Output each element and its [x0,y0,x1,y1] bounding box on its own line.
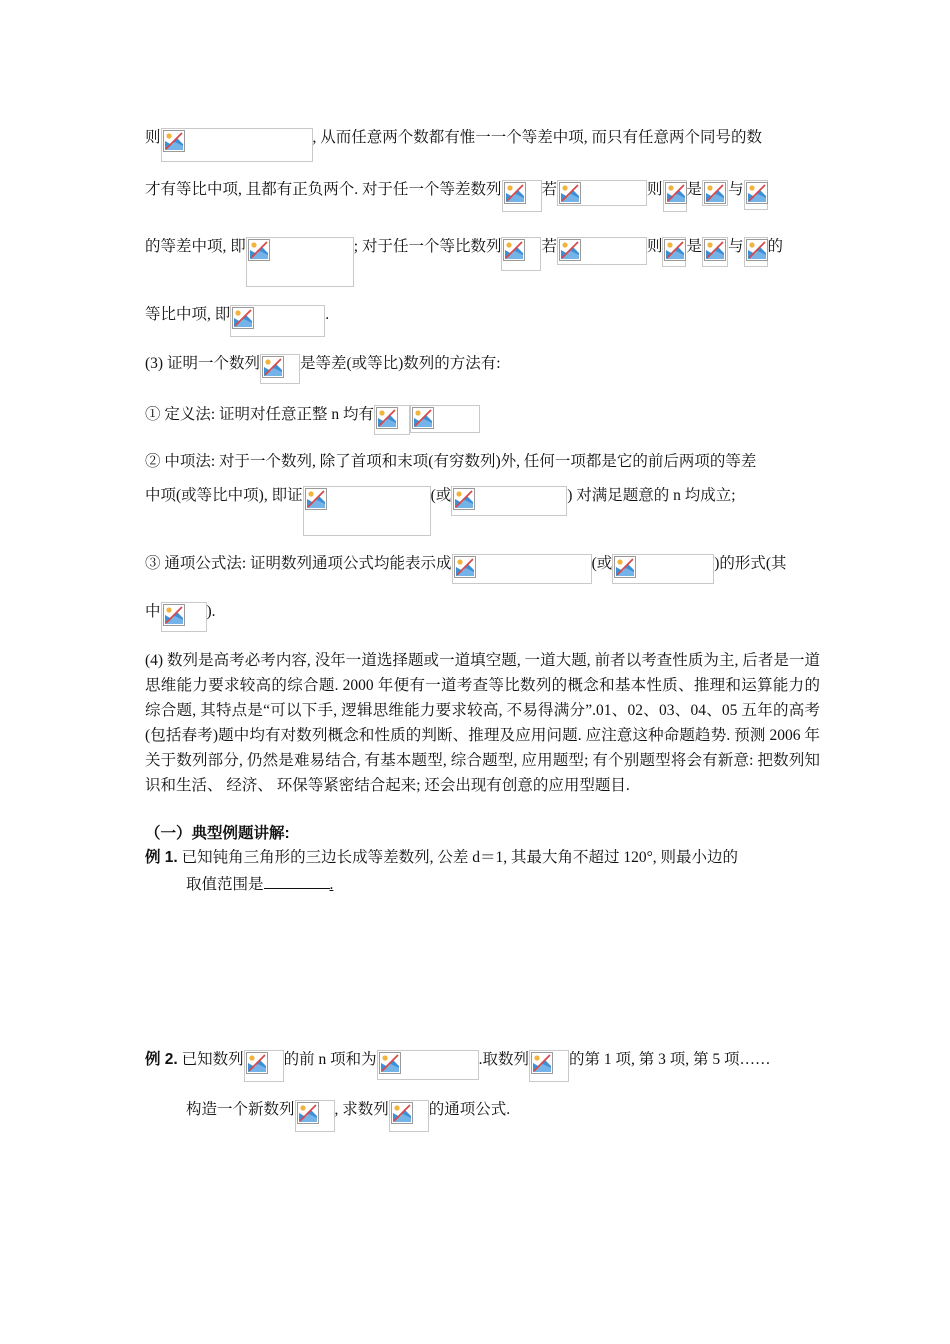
formula-image [557,180,647,206]
broken-image-icon [664,239,686,261]
broken-image-icon [262,356,284,378]
text: 的通项公式. [428,1101,511,1118]
text: ). [206,603,216,620]
formula-image [702,180,728,206]
text: 已知数列 [177,1051,244,1068]
formula-image [612,554,714,584]
line-9 [145,554,787,584]
formula-image [295,1100,335,1132]
formula-image [377,1050,479,1080]
text: 与 [728,238,744,255]
broken-image-icon [531,1052,553,1074]
text: . [325,306,330,323]
formula-image [702,237,728,267]
broken-image-icon [412,407,434,429]
text: 的 [767,238,784,255]
broken-image-icon [453,488,475,510]
formula-image [389,1100,429,1132]
example-2-line-2 [186,1100,510,1132]
formula-image [410,405,480,433]
text: 才有等比中项, 且都有正负两个. 对于任一个等差数列 [145,181,502,198]
text: 则 [647,181,663,198]
broken-image-icon [454,556,476,578]
formula-image [452,554,592,584]
formula-image [303,486,431,536]
example-1-line-2 [186,874,333,895]
broken-image-icon [376,407,398,429]
example-label: 例 1. [145,849,178,866]
answer-blank[interactable] [264,874,330,889]
text: (或 [430,487,452,504]
formula-image [529,1050,569,1082]
formula-image [744,237,768,267]
text: ② 中项法: 对于一个数列, 除了首项和末项(有穷数列)外, 任何一项都是它的前后两项的等差 [145,453,757,470]
formula-image [451,486,567,516]
formula-image [161,128,313,162]
text: 取值范围是 [186,876,264,893]
text: 是等差(或等比)数列的方法有: [299,355,501,372]
formula-image [246,237,354,287]
formula-image [663,180,687,212]
text: 的第 1 项, 第 3 项, 第 5 项…… [569,1051,771,1068]
text: ③ 通项公式法: 证明数列通项公式均能表示成 [145,555,452,572]
formula-image [260,354,300,384]
line-4 [145,305,329,337]
line-6 [145,405,480,435]
text: , 求数列 [334,1101,389,1118]
text: 中项(或等比中项), 即证 [145,487,303,504]
text: (3) 证明一个数列 [145,355,260,372]
text: ) 对满足题意的 n 均成立; [567,487,736,504]
broken-image-icon [248,239,270,261]
text: 则 [646,238,663,255]
formula-image [501,237,541,271]
line-8 [145,486,736,536]
broken-image-icon [379,1052,401,1074]
formula-image [662,237,686,267]
broken-image-icon [559,239,581,261]
formula-image [502,180,542,212]
formula-image [744,180,768,210]
text: (或 [591,555,613,572]
text: 的前 n 项和为 [283,1051,377,1068]
broken-image-icon [391,1102,413,1124]
broken-image-icon [305,488,327,510]
broken-image-icon [614,556,636,578]
line-7 [145,452,756,472]
broken-image-icon [246,1052,268,1074]
text: )的形式(其 [714,555,787,572]
broken-image-icon [559,182,581,204]
example-label: 例 2. [145,1051,178,1068]
formula-image [557,237,647,265]
text: 的等差中项, 即 [145,238,246,255]
line-1 [145,128,762,162]
text: 是 [686,238,702,255]
text: 与 [728,181,744,198]
text: 则 [145,129,161,146]
text: ; 对于任一个等比数列 [353,238,502,255]
line-10 [145,602,216,632]
text: 若 [541,238,557,255]
broken-image-icon [746,239,768,261]
line-3 [145,237,783,287]
line-2 [145,180,768,212]
formula-image [161,602,207,632]
broken-image-icon [704,239,726,261]
text: 已知钝角三角形的三边长成等差数列, 公差 d＝1, 其最大角不超过 120°, 则最小边的 [177,849,739,866]
broken-image-icon [503,239,525,261]
broken-image-icon [504,182,526,204]
broken-image-icon [163,130,185,152]
text: 是 [686,181,703,198]
text: ① 定义法: 证明对任意正整 n 均有 [145,406,375,423]
text: .取数列 [478,1051,530,1068]
broken-image-icon [665,182,687,204]
formula-image [230,305,325,337]
line-5 [145,354,501,384]
section-title: （一）典型例题讲解: [145,825,290,842]
example-2 [145,1050,771,1082]
broken-image-icon [232,307,254,329]
formula-image [244,1050,284,1082]
broken-image-icon [297,1102,319,1124]
paragraph-4: (4) 数列是高考必考内容, 没年一道选择题或一道填空题, 一道大题, 前者以考查性质为主, 后者是一道思维能力要求较高的综合题. 2000 年便有一道考查等比数列的概念和基本性质、推理和运算能力的综合题, 其特点是“可以下手, 逻辑思维能力要求较高, 不易得满分”.01、02、03、04、05 五年的高考(包括春考)题中均有对数列概念和性质的判断、推理及应用问题. 应注意这种命题趋势. 预测 2006 年关于数列部分, 仍然是难易结合, 有基本题型, 综合题型, 应用题型; 有个别题型将会有新意: 把数列知识和生活、 经济、 环保等紧密结合起来; 还会出现有创意的应用型题目. [145,652,820,794]
broken-image-icon [704,182,726,204]
broken-image-icon [746,182,768,204]
text: . [329,876,334,893]
example-1 [145,848,738,868]
broken-image-icon [163,604,185,626]
text: 若 [541,181,558,198]
text: 等比中项, 即 [145,306,231,323]
text: 构造一个新数列 [186,1101,295,1118]
formula-image [374,405,410,435]
text: 中 [145,603,161,620]
text: , 从而任意两个数都有惟一一个等差中项, 而只有任意两个同号的数 [312,129,763,146]
